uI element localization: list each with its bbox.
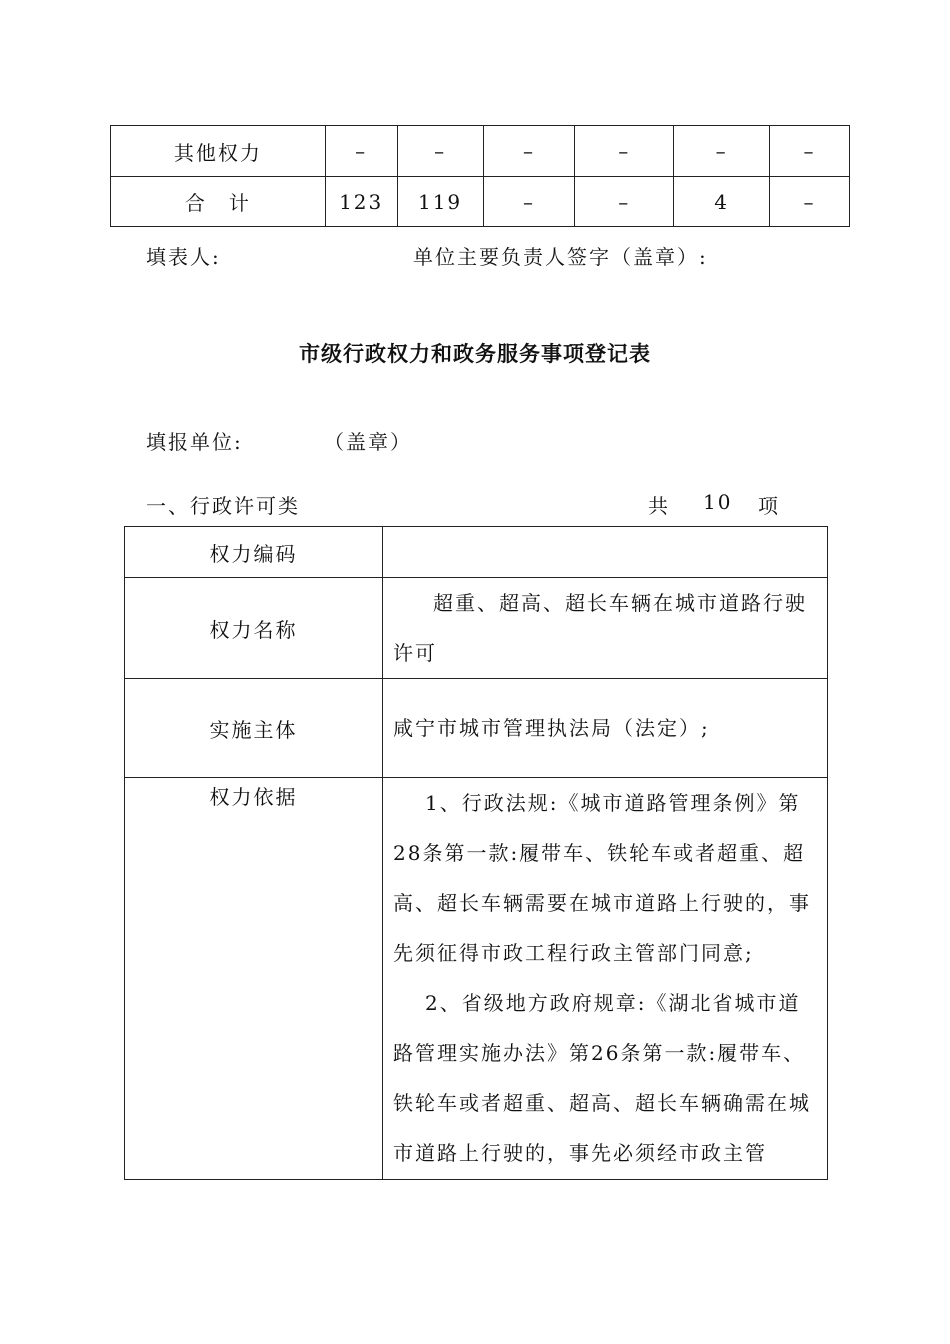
power-name-label: 权力名称 [125, 578, 383, 679]
table-row [125, 527, 828, 578]
table-cell: – [575, 177, 674, 227]
category-name: 一、行政许可类 [146, 494, 300, 518]
table-cell: – [770, 177, 850, 227]
filing-unit-label: 填报单位: [146, 430, 243, 454]
basis-item: 2、省级地方政府规章:《湖北省城市道路管理实施办法》第26条第一款:履带车、铁轮车或者超重、超高、超长车辆确需在城市道路上行驶的，事先必须经市政主管 [393, 991, 811, 1165]
category-count-prefix: 共 [648, 494, 670, 518]
table-cell: – [397, 126, 483, 177]
table-cell: 123 [325, 177, 397, 227]
table-cell: 4 [674, 177, 770, 227]
category-count: 10 [703, 490, 733, 514]
page-title: 市级行政权力和政务服务事项登记表 [299, 341, 651, 366]
table-row [111, 177, 850, 227]
table-cell: – [325, 126, 397, 177]
row-label: 合 计 [111, 177, 326, 227]
summary-table [110, 125, 850, 227]
table-row [111, 126, 850, 177]
implementing-subject-value: 咸宁市城市管理执法局（法定）; [383, 679, 828, 778]
row-label: 其他权力 [111, 126, 326, 177]
table-row [125, 578, 828, 679]
table-cell: – [483, 177, 575, 227]
table-row [125, 778, 828, 1180]
basis-item: 1、行政法规:《城市道路管理条例》第28条第一款:履带车、铁轮车或者超重、超高、超长车辆需要在城市道路上行驶的，事先须征得市政工程行政主管部门同意; [393, 791, 811, 965]
filler-label: 填表人: [146, 245, 221, 269]
table-row [125, 679, 828, 778]
implementing-subject-label: 实施主体 [125, 679, 383, 778]
table-cell: – [770, 126, 850, 177]
register-table [124, 526, 828, 1180]
responsible-signature-label: 单位主要负责人签字（盖章）: [413, 245, 708, 269]
power-code-label: 权力编码 [125, 527, 383, 578]
table-cell: – [674, 126, 770, 177]
table-cell: – [483, 126, 575, 177]
power-basis-label: 权力依据 [125, 778, 383, 1180]
power-basis-value [383, 778, 828, 1180]
power-code-value [383, 527, 828, 578]
table-cell: 119 [397, 177, 483, 227]
table-cell: – [575, 126, 674, 177]
category-count-suffix: 项 [758, 494, 780, 518]
filing-unit-seal: （盖章） [324, 430, 412, 454]
power-name-value: 超重、超高、超长车辆在城市道路行驶许可 [383, 578, 828, 679]
